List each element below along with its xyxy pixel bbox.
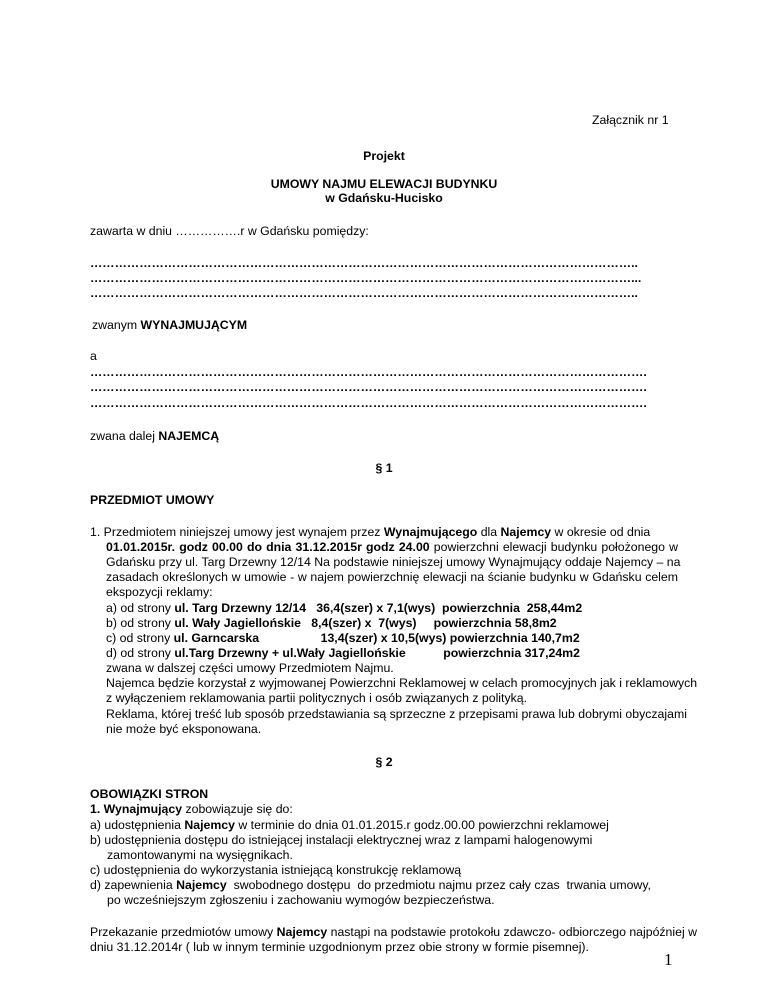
dots-line: ………………………………………………………………………………………………………………………. bbox=[90, 380, 647, 394]
designation-prefix: zwanym bbox=[92, 318, 138, 332]
section-2-title-text: OBOWIĄZKI STRON bbox=[90, 787, 209, 801]
section-1-title-text: PRZEDMIOT UMOWY bbox=[90, 493, 215, 507]
section-1-line: Gdańsku przy ul. Targ Drzewny 12/14 Na podstawie niniejszej umowy Wynajmujący oddaje Najemcy – na bbox=[106, 555, 681, 569]
dots-line: ………………………………………………………………………………………………………………………. bbox=[90, 365, 647, 379]
section-1-title bbox=[90, 493, 214, 508]
intro-text: zawarta w dniu …………….r w Gdańsku pomiędzy: bbox=[90, 224, 369, 238]
landlord-designation bbox=[92, 318, 247, 333]
conjunction-a: a bbox=[90, 349, 97, 363]
section-1-number-text: § 1 bbox=[375, 461, 393, 475]
list-item: d) od strony ul.Targ Drzewny + ul.Wały Jagiellońskie powierzchnia 317,24m2 bbox=[106, 646, 580, 660]
section-2-title bbox=[90, 787, 208, 802]
dots-line: …………………………………………………………………………………………………………………….. bbox=[90, 286, 638, 300]
document-type bbox=[0, 149, 768, 164]
section-2-line: 1. Wynajmujący zobowiązuje się do: bbox=[90, 802, 293, 816]
dots-line: ……………………………………………………………………………………………………………………... bbox=[90, 271, 642, 285]
section-1-line: 1. Przedmiotem niniejszej umowy jest wynajem przez Wynajmującego dla Najemcy w okresie od dnia bbox=[90, 525, 651, 539]
list-item: b) od strony ul. Wały Jagiellońskie 8,4(szer) x 7(wys) powierzchnia 58,8m2 bbox=[106, 616, 557, 630]
page-number: 1 bbox=[664, 950, 673, 969]
section-1-line: 01.01.2015r. godz 00.00 do dnia 31.12.2015r godz 24.00 powierzchni elewacji budynku położonego w bbox=[106, 540, 678, 554]
document-type-text: Projekt bbox=[363, 149, 405, 163]
list-item: a) udostępnienia Najemcy w terminie do dnia 01.01.2015.r godz.00.00 powierzchni reklamowej bbox=[90, 818, 609, 832]
dots-line: …………………………………………………………………………………………………………………….. bbox=[90, 256, 638, 270]
list-item: c) udostępnienia do wykorzystania istniejącą konstrukcję reklamową bbox=[90, 863, 462, 877]
annex-label: Załącznik nr 1 bbox=[592, 113, 669, 127]
section-1-line: zasadach określonych w umowie - w najem powierzchnię elewacji na ścianie budynku w Gdańsku celem bbox=[106, 570, 678, 584]
list-item: d) zapewnienia Najemcy swobodnego dostępu do przedmiotu najmu przez cały czas trwania umowy, bbox=[90, 878, 651, 892]
section-1-line: ekspozycji reklamy: bbox=[106, 585, 213, 599]
section-1-line: nie może być eksponowana. bbox=[106, 722, 262, 736]
dots-line: ………………………………………………………………………………………………………………………. bbox=[90, 396, 647, 410]
landlord-term: WYNAJMUJĄCYM bbox=[140, 318, 248, 332]
section-2-number-text: § 2 bbox=[375, 755, 393, 769]
title-line-2-text: w Gdańsku-Hucisko bbox=[325, 191, 443, 205]
list-item: a) od strony ul. Targ Drzewny 12/14 36,4(szer) x 7,1(wys) powierzchnia 258,44m2 bbox=[106, 601, 583, 615]
section-1-line: z wyłączeniem reklamowania partii politycznych i osób związanych z polityką. bbox=[106, 691, 528, 705]
title-line-1 bbox=[0, 177, 768, 192]
section-2-number bbox=[0, 755, 768, 770]
section-1-line: zwana w dalszej części umowy Przedmiotem Najmu. bbox=[106, 661, 394, 675]
list-item: b) udostępnienia dostępu do istniejącej instalacji elektrycznej wraz z lampami halogenowymi bbox=[90, 833, 593, 847]
designation-prefix: zwana dalej bbox=[90, 429, 155, 443]
title-line-1-text: UMOWY NAJMU ELEWACJI BUDYNKU bbox=[270, 177, 498, 191]
section-1-number bbox=[0, 461, 768, 476]
list-item: c) od strony ul. Garncarska 13,4(szer) x 10,5(wys) powierzchnia 140,7m2 bbox=[106, 631, 580, 645]
handover-paragraph-line-2: dniu 31.12.2014r ( lub w innym terminie uzgodnionym przez obie strony w formie pisemnej). bbox=[90, 940, 589, 954]
handover-paragraph: Przekazanie przedmiotów umowy Najemcy nastąpi na podstawie protokołu zdawczo- odbiorczego najpóźniej w bbox=[90, 925, 698, 939]
list-item-continuation: zamontowanymi na wysięgnikach. bbox=[107, 848, 293, 862]
title-line-2 bbox=[0, 191, 768, 206]
tenant-term: NAJEMCĄ bbox=[158, 429, 220, 443]
section-1-line: Najemca będzie korzystał z wyjmowanej Powierzchni Reklamowej w celach promocyjnych jak i reklamowych bbox=[106, 676, 698, 690]
list-item-continuation: po wcześniejszym zgłoszeniu i zachowaniu wymogów bezpieczeństwa. bbox=[107, 893, 495, 907]
tenant-designation bbox=[90, 429, 219, 444]
section-1-line: Reklama, której treść lub sposób przedstawiania są sprzeczne z przepisami prawa lub dobrymi obyczajami bbox=[106, 707, 687, 721]
